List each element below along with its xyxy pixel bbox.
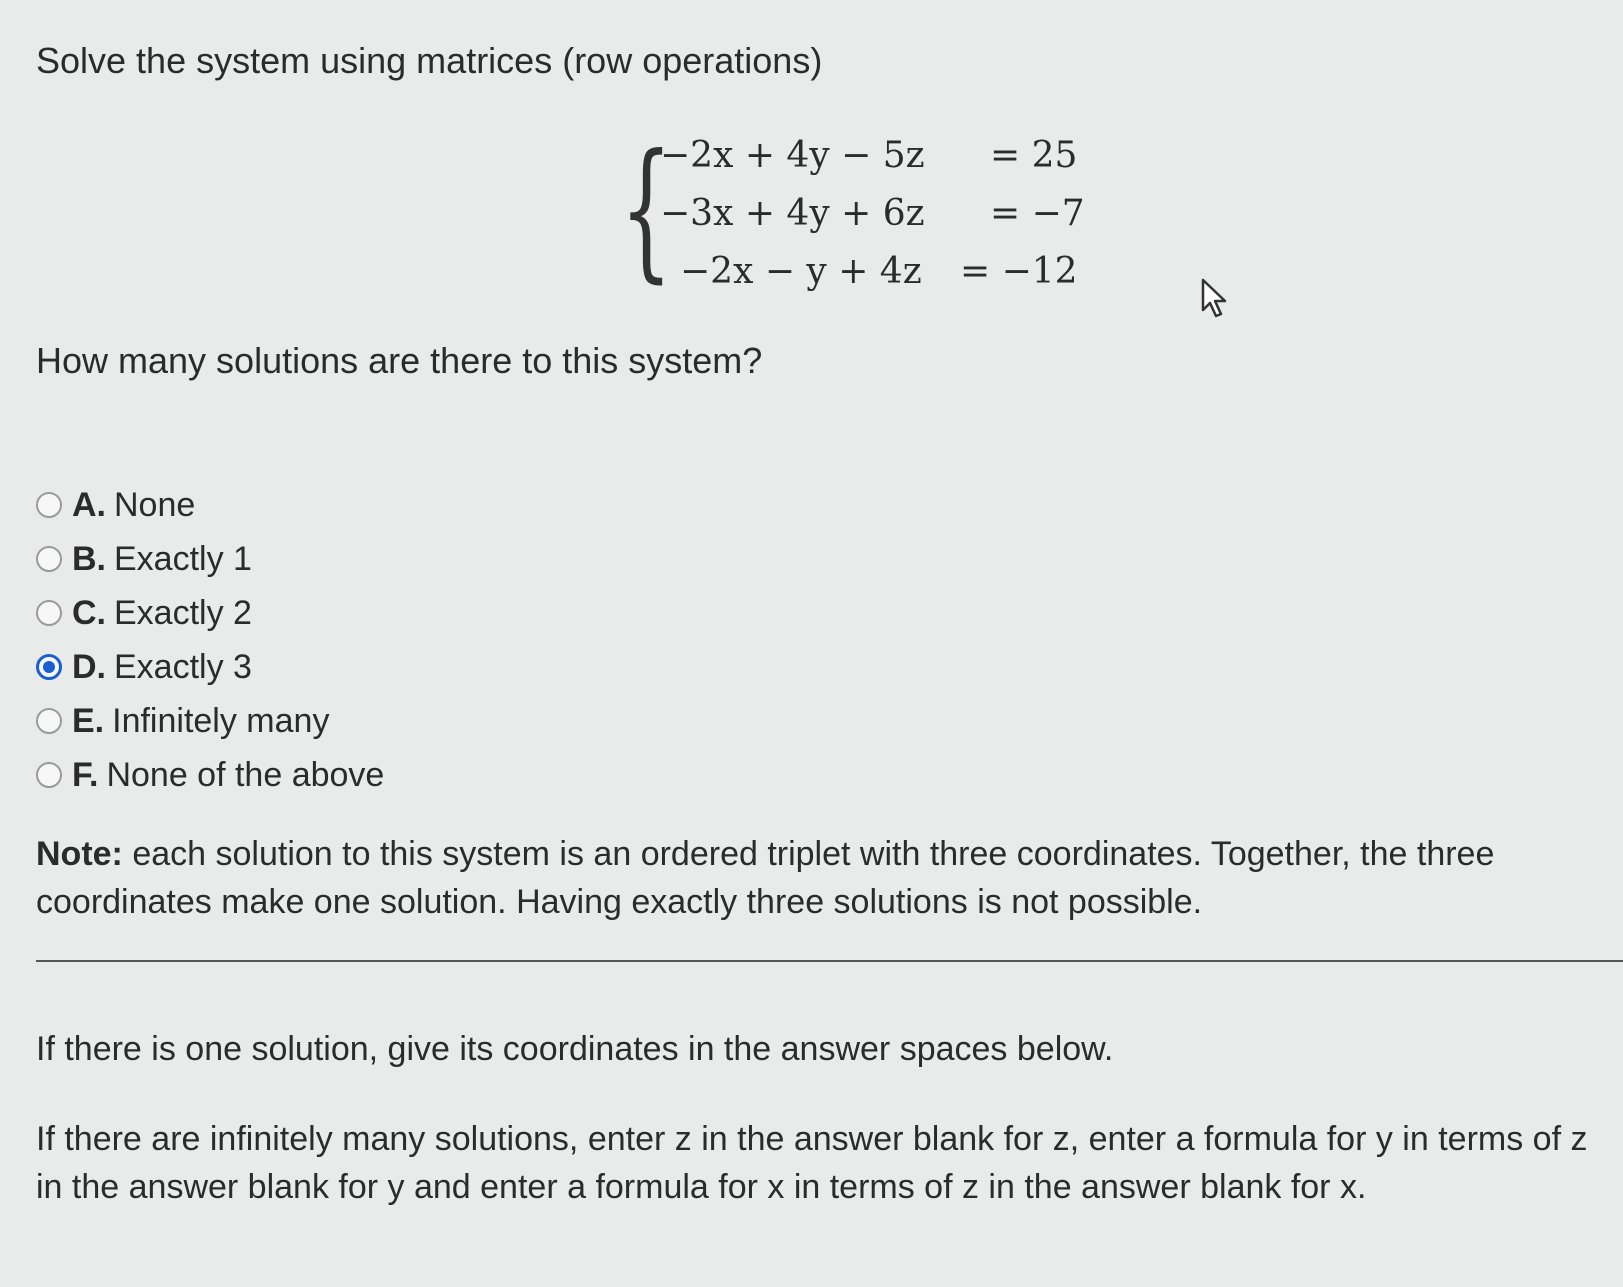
option-c[interactable]: [36, 586, 384, 640]
option-letter: C.: [72, 593, 106, 632]
option-d[interactable]: [36, 640, 384, 694]
question-text: How many solutions are there to this system?: [36, 340, 763, 381]
equation-rhs: = −12: [960, 251, 1078, 292]
option-label: Infinitely many: [112, 701, 330, 740]
equation-rhs: = −7: [990, 193, 1085, 234]
feedback-note: [36, 830, 1576, 926]
equation-lhs: −3x + 4y + 6z: [660, 193, 925, 234]
note-text: each solution to this system is an ordered triplet with three coordinates. Together, the three coordinates make one solution. Having exactly three solutions is not possible.: [36, 835, 1495, 921]
option-letter: D.: [72, 647, 106, 686]
option-label: Exactly 1: [114, 539, 252, 578]
option-a[interactable]: [36, 478, 384, 532]
option-letter: A.: [72, 485, 106, 524]
option-label: None of the above: [106, 755, 385, 794]
note-prefix: Note:: [36, 835, 123, 873]
instruction-one-solution: If there is one solution, give its coordinates in the answer spaces below.: [36, 1030, 1114, 1068]
radio-button[interactable]: [36, 546, 62, 572]
radio-button-selected[interactable]: [36, 654, 62, 680]
equation-rhs: = 25: [990, 135, 1078, 176]
answer-options: [36, 478, 384, 802]
radio-button[interactable]: [36, 600, 62, 626]
problem-title: Solve the system using matrices (row operations): [36, 40, 823, 81]
option-label: Exactly 2: [114, 593, 252, 632]
equation-lhs: −2x − y + 4z: [680, 251, 922, 292]
option-label: None: [114, 485, 196, 524]
option-b[interactable]: [36, 532, 384, 586]
radio-button[interactable]: [36, 492, 62, 518]
equation-system: [620, 123, 1100, 305]
divider: [36, 960, 1623, 962]
option-f[interactable]: [36, 748, 384, 802]
instruction-infinite-solutions: If there are infinitely many solutions, enter z in the answer blank for z, enter a formula for y in terms of z in the answer blank for y and enter a formula for x in terms of z in the answer blank for x.: [36, 1120, 1588, 1206]
mouse-cursor-icon: [1200, 278, 1234, 320]
radio-button[interactable]: [36, 762, 62, 788]
radio-button[interactable]: [36, 708, 62, 734]
option-letter: F.: [72, 755, 99, 794]
option-e[interactable]: [36, 694, 384, 748]
option-letter: B.: [72, 539, 106, 578]
left-brace: {: [620, 123, 673, 297]
option-letter: E.: [72, 701, 105, 740]
equation-lhs: −2x + 4y − 5z: [660, 135, 925, 176]
option-label: Exactly 3: [114, 647, 252, 686]
